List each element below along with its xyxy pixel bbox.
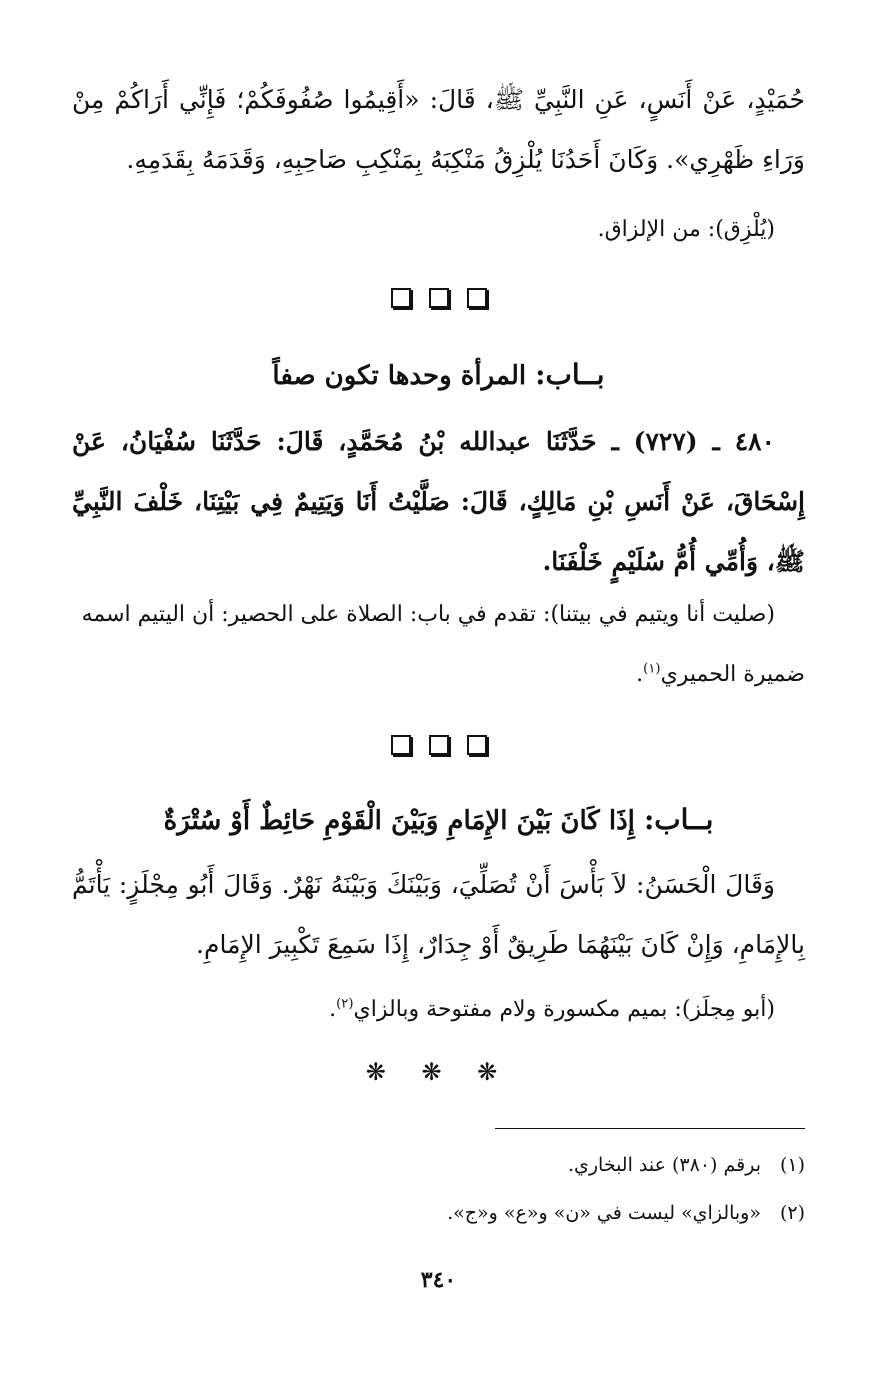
footnote-1 xyxy=(72,1150,805,1180)
square-ornament-icon xyxy=(429,735,449,755)
square-ornament-icon xyxy=(391,288,411,308)
gloss-yulziq: (يُلْزِق): من الإلزاق. xyxy=(597,217,775,242)
page-number: ٣٤٠ xyxy=(420,1267,457,1293)
square-ornament-icon xyxy=(467,288,487,308)
section-separator-boxes xyxy=(72,735,805,757)
footnote-text: «وبالزاي» ليست في «ن» و«ع» و«ج». xyxy=(447,1202,761,1224)
athar-hasan-abu-mijlaz: وَقَالَ الْحَسَنُ: لاَ بَأْسَ أَنْ تُصَلِّيَ، وَبَيْنَكَ وَبَيْنَهُ نَهْرٌ. وَقَالَ أَبُو مِجْلَزٍ: يَأْتَمُّ بِالإِمَامِ، وَإِنْ كَانَ بَيْنَهُمَا طَرِيقٌ أَوْ جِدَارٌ، إِذَا سَمِعَ تَكْبِيرَ الإِمَامِ. xyxy=(72,870,805,959)
chapter-title: إِذَا كَانَ بَيْنَ الإِمَامِ وَبَيْنَ الْقَوْمِ حَائِطٌ أَوْ سُتْرَةٌ xyxy=(163,806,635,836)
gloss-end: . xyxy=(636,662,644,687)
chapter-title: المرأة وحدها تكون صفاً xyxy=(272,361,527,391)
chapter-heading-wall-between xyxy=(72,800,805,841)
end-separator-stars: ❋ ❋ ❋ xyxy=(365,1058,512,1086)
bab-label: بــاب: xyxy=(643,803,714,836)
hadith-continuation: حُمَيْدٍ، عَنْ أَنَسٍ، عَنِ النَّبِيِّ ﷺ، قَالَ: «أَقِيمُوا صُفُوفَكُمْ؛ فَإِنِّي أَرَاكُمْ مِنْ وَرَاءِ ظَهْرِي». وَكَانَ أَحَدُنَا يُلْزِقُ مَنْكِبَهُ بِمَنْكِبِ صَاحِبِهِ، وَقَدَمَهُ بِقَدَمِهِ. xyxy=(72,85,805,174)
gloss-abu-mijlaz xyxy=(72,980,805,1040)
gloss-hadith-480 xyxy=(72,585,805,705)
gloss-text: (أبو مِجلَز): بميم مكسورة ولام مفتوحة وبالزاي xyxy=(353,997,775,1022)
square-ornament-icon xyxy=(467,735,487,755)
section-separator-boxes xyxy=(72,288,805,310)
hadith-480: ٤٨٠ ـ (٧٢٧) ـ حَدَّثَنَا عبدالله بْنُ مُحَمَّدٍ، قَالَ: حَدَّثَنَا سُفْيَانُ، عَنْ إِسْحَاقَ، عَنْ أَنَسِ بْنِ مَالِكٍ، قَالَ: صَلَّيْتُ أَنَا وَيَتِيمٌ فِي بَيْتِنَا، خَلْفَ النَّبِيِّ ﷺ، وَأُمِّي أُمُّ سُلَيْمٍ خَلْفَنَا. xyxy=(72,427,805,576)
gloss-text: (صليت أنا ويتيم في بيتنا): تقدم في باب: الصلاة على الحصير: أن اليتيم اسمه ضميرة الحميري xyxy=(81,602,805,687)
bab-label: بــاب: xyxy=(535,358,605,391)
footnote-text: برقم (٣٨٠) عند البخاري. xyxy=(567,1154,761,1176)
chapter-heading-woman-alone xyxy=(72,355,805,396)
square-ornament-icon xyxy=(429,288,449,308)
footnote-ref-1[interactable]: (١) xyxy=(643,661,661,677)
footnote-ref-2[interactable]: (٢) xyxy=(336,996,354,1012)
square-ornament-icon xyxy=(391,735,411,755)
footnote-2 xyxy=(72,1198,805,1228)
gloss-end: . xyxy=(329,997,337,1022)
footnote-rule xyxy=(495,1128,805,1129)
book-page xyxy=(72,0,805,1376)
footnote-number: (٢) xyxy=(779,1202,805,1224)
footnote-number: (١) xyxy=(779,1154,805,1176)
